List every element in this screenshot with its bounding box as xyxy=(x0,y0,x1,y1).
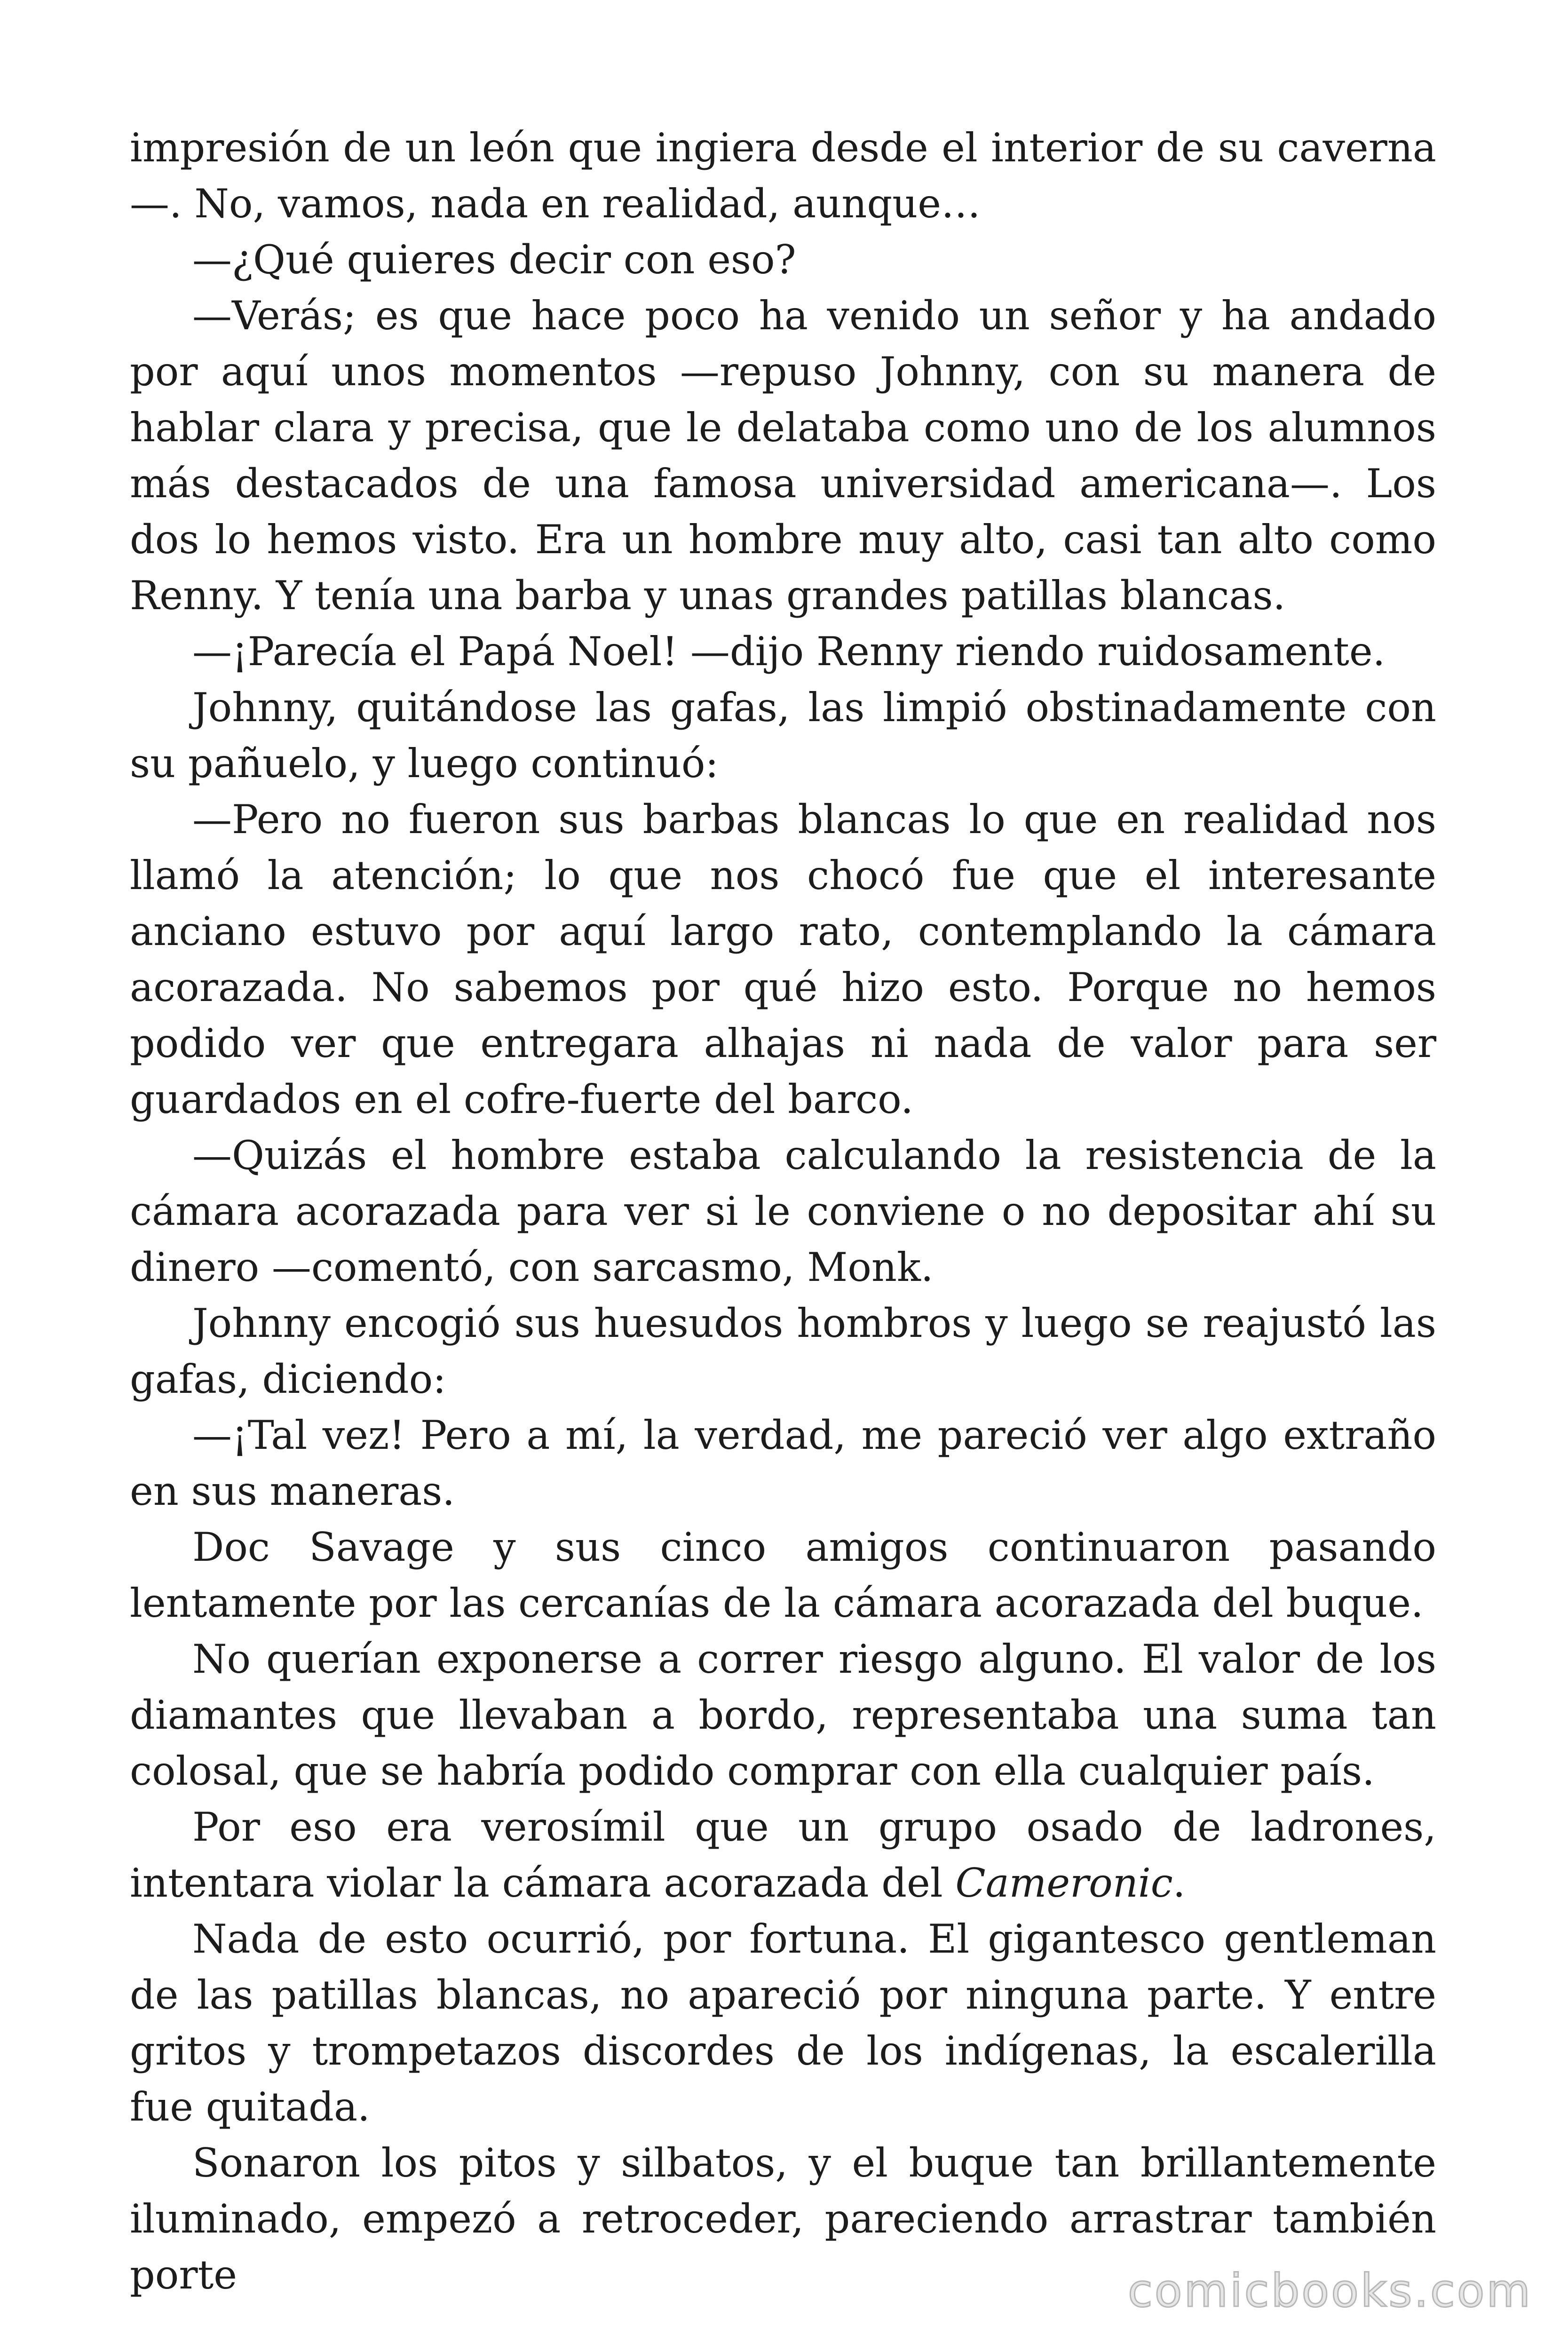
paragraph: Johnny, quitándose las gafas, las limpió obstinadamente con su pañuelo, y luego continuó: xyxy=(130,684,1436,787)
paragraph: —Quizás el hombre estaba calculando la resistencia de la cámara acorazada para ver si le conviene o no depositar ahí su dinero —comentó, con sarcasmo, Monk. xyxy=(130,1132,1436,1290)
book-page-text xyxy=(130,120,1436,2303)
paragraph-text-before: Por eso era verosímil que un grupo osado de ladrones, intentara violar la cámara acorazada del xyxy=(130,1804,1436,1906)
paragraph: No querían exponerse a correr riesgo alguno. El valor de los diamantes que llevaban a bordo, representaba una suma tan colosal, que se habría podido comprar con ella cualquier país. xyxy=(130,1636,1436,1794)
paragraph: Doc Savage y sus cinco amigos continuaron pasando lentamente por las cercanías de la cámara acorazada del buque. xyxy=(130,1524,1436,1626)
ship-name: Cameronic xyxy=(955,1860,1173,1906)
paragraph: Nada de esto ocurrió, por fortuna. El gigantesco gentleman de las patillas blancas, no apareció por ninguna parte. Y entre gritos y trompetazos discordes de los indígenas, la escalerilla fue quitada. xyxy=(130,1916,1436,2130)
paragraph: impresión de un león que ingiera desde el interior de su caverna—. No, vamos, nada en realidad, aunque… xyxy=(130,125,1436,227)
paragraph: Sonaron los pitos y silbatos, y el buque tan brillantemente iluminado, empezó a retroceder, pareciendo arrastrar también porte xyxy=(130,2140,1436,2298)
watermark: comicbooks.com xyxy=(1127,2265,1532,2317)
paragraph: —¡Parecía el Papá Noel! —dijo Renny riendo ruidosamente. xyxy=(192,628,1386,675)
paragraph: —¿Qué quieres decir con eso? xyxy=(192,237,796,283)
paragraph-with-ship-name xyxy=(130,1799,1436,1911)
paragraph-text-after: . xyxy=(1172,1860,1186,1906)
paragraph: —Verás; es que hace poco ha venido un señor y ha andado por aquí unos momentos —repuso Johnny, con su manera de hablar clara y precisa, que le delataba como uno de los alumnos más destacados de una famosa universidad americana—. Los dos lo hemos visto. Era un hombre muy alto, casi tan alto como Renny. Y tenía una barba y unas grandes patillas blancas. xyxy=(130,293,1436,619)
paragraph: Johnny encogió sus huesudos hombros y luego se reajustó las gafas, diciendo: xyxy=(130,1300,1436,1402)
paragraph: —Pero no fueron sus barbas blancas lo que en realidad nos llamó la atención; lo que nos chocó fue que el interesante anciano estuvo por aquí largo rato, contemplando la cámara acorazada. No sabemos por qué hizo esto. Porque no hemos podido ver que entregara alhajas ni nada de valor para ser guardados en el cofre-fuerte del barco. xyxy=(130,796,1436,1122)
paragraph: —¡Tal vez! Pero a mí, la verdad, me pareció ver algo extraño en sus maneras. xyxy=(130,1412,1436,1514)
